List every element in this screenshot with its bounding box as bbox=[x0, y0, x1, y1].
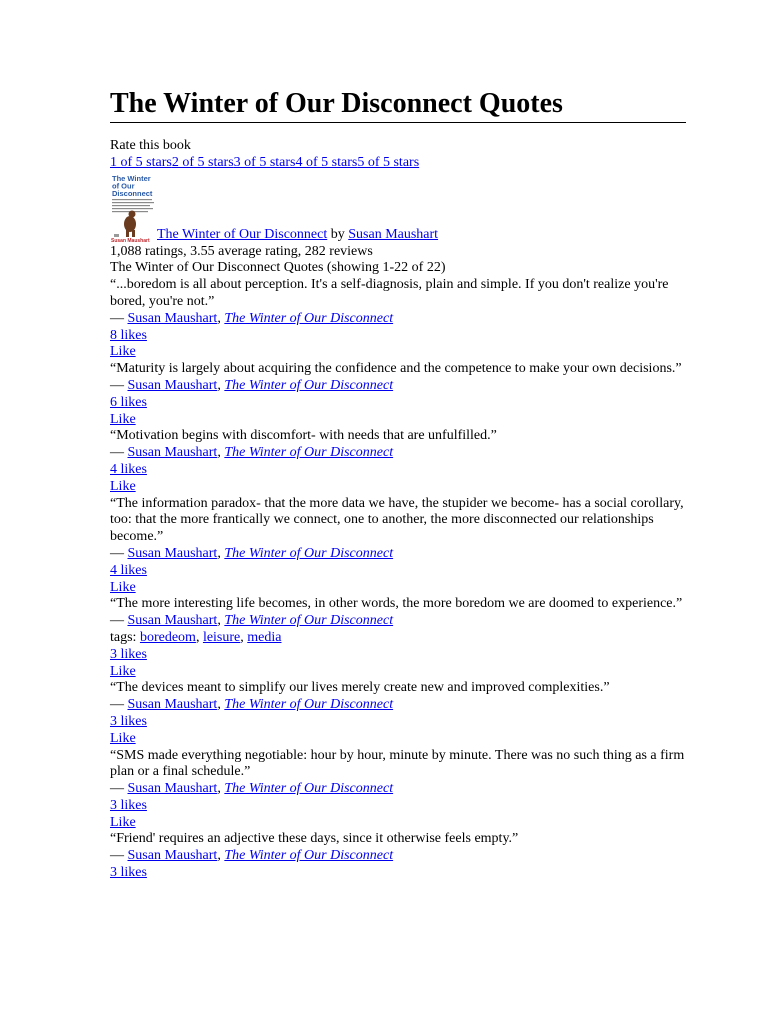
star-5-link[interactable]: 5 of 5 stars bbox=[357, 154, 420, 170]
quote-author-link[interactable]: Susan Maushart bbox=[127, 781, 218, 797]
attribution-comma: , bbox=[217, 613, 221, 629]
book-title-link[interactable]: The Winter of Our Disconnect bbox=[157, 226, 328, 242]
quote-book-link[interactable]: The Winter of Our Disconnect bbox=[224, 781, 394, 797]
like-button[interactable]: Like bbox=[110, 579, 136, 595]
quote-attribution bbox=[110, 311, 686, 328]
cover-figure-head bbox=[129, 210, 136, 217]
likes-count-link[interactable]: 3 likes bbox=[110, 797, 147, 813]
quote-item bbox=[110, 831, 686, 881]
quote-author-link[interactable]: Susan Maushart bbox=[127, 545, 218, 561]
attribution-dash: ― bbox=[110, 613, 124, 629]
quote-book-link[interactable]: The Winter of Our Disconnect bbox=[224, 377, 394, 393]
page bbox=[110, 88, 686, 882]
cover-blurb-line bbox=[112, 205, 150, 206]
quote-item bbox=[110, 496, 686, 597]
cover-figure-leg bbox=[126, 230, 129, 237]
star-2-link[interactable]: 2 of 5 stars bbox=[171, 154, 234, 170]
likes-count-link[interactable]: 4 likes bbox=[110, 461, 147, 477]
cover-blurb-line bbox=[112, 202, 154, 203]
quote-author-link[interactable]: Susan Maushart bbox=[127, 848, 218, 864]
cover-figure-leg bbox=[132, 230, 135, 237]
cover-figure-device bbox=[114, 234, 119, 237]
quote-author-link[interactable]: Susan Maushart bbox=[127, 377, 218, 393]
quote-item bbox=[110, 596, 686, 680]
quote-text: “Motivation begins with discomfort- with needs that are unfulfilled.” bbox=[110, 428, 497, 444]
likes-count-link[interactable]: 4 likes bbox=[110, 562, 147, 578]
quote-item bbox=[110, 748, 686, 832]
quote-author-link[interactable]: Susan Maushart bbox=[127, 697, 218, 713]
attribution-comma: , bbox=[217, 848, 221, 864]
quote-book-link[interactable]: The Winter of Our Disconnect bbox=[224, 848, 394, 864]
quote-text: “SMS made everything negotiable: hour by hour, minute by minute. There was no such thing as a firm plan or a final schedule.” bbox=[110, 747, 685, 780]
cover-figure bbox=[124, 216, 136, 232]
quote-item bbox=[110, 361, 686, 428]
quote-item bbox=[110, 277, 686, 361]
likes-count-link[interactable]: 8 likes bbox=[110, 327, 147, 343]
attribution-dash: ― bbox=[110, 445, 124, 461]
like-button[interactable]: Like bbox=[110, 411, 136, 427]
attribution-dash: ― bbox=[110, 848, 124, 864]
quote-text: “...boredom is all about perception. It's a self-diagnosis, plain and simple. If you don't realize you're bored, you're not.” bbox=[110, 277, 669, 309]
attribution-comma: , bbox=[217, 781, 221, 797]
like-button[interactable]: Like bbox=[110, 814, 136, 830]
attribution-dash: ― bbox=[110, 310, 124, 326]
quote-attribution bbox=[110, 613, 686, 630]
attribution-dash: ― bbox=[110, 545, 124, 561]
quote-text: “Friend' requires an adjective these days, since it otherwise feels empty.” bbox=[110, 831, 519, 847]
star-rating bbox=[110, 155, 686, 172]
quote-text: “The information paradox- that the more data we have, the stupider we become- has a social corollary, too: that the more frantically we connect, one to another, the more disconnected our relationships become.” bbox=[110, 495, 684, 545]
quote-attribution bbox=[110, 697, 686, 714]
cover-blurb-line bbox=[112, 199, 152, 200]
quote-attribution bbox=[110, 445, 686, 462]
quote-attribution bbox=[110, 546, 686, 563]
quote-attribution bbox=[110, 781, 686, 798]
book-cover-image[interactable] bbox=[110, 172, 157, 244]
tag-link-leisure[interactable]: leisure bbox=[202, 629, 241, 645]
cover-title-line-2: of Our bbox=[112, 181, 135, 191]
by-label: by bbox=[330, 226, 345, 242]
like-button[interactable]: Like bbox=[110, 663, 136, 679]
quote-item bbox=[110, 680, 686, 747]
quote-text: “Maturity is largely about acquiring the confidence and the competence to make your own decisions.” bbox=[110, 361, 682, 377]
quote-author-link[interactable]: Susan Maushart bbox=[127, 310, 218, 326]
quote-book-link[interactable]: The Winter of Our Disconnect bbox=[224, 310, 394, 326]
attribution-dash: ― bbox=[110, 377, 124, 393]
cover-title-line-3: Disconnect bbox=[112, 188, 153, 198]
attribution-dash: ― bbox=[110, 781, 124, 797]
quotes-showing-label: The Winter of Our Disconnect Quotes (showing 1-22 of 22) bbox=[110, 260, 446, 276]
quote-book-link[interactable]: The Winter of Our Disconnect bbox=[224, 545, 394, 561]
tags-label: tags: bbox=[110, 629, 137, 645]
book-row bbox=[110, 172, 686, 244]
quote-tags: tags: boredeom, leisure, media bbox=[110, 629, 282, 645]
quote-attribution bbox=[110, 378, 686, 395]
like-button[interactable]: Like bbox=[110, 344, 136, 360]
star-4-link[interactable]: 4 of 5 stars bbox=[295, 154, 358, 170]
likes-count-link[interactable]: 3 likes bbox=[110, 865, 147, 881]
cover-title-line-1: The Winter bbox=[112, 173, 151, 183]
star-1-link[interactable]: 1 of 5 stars bbox=[110, 154, 172, 170]
book-cover-art bbox=[110, 172, 157, 244]
rate-this-book-label: Rate this book bbox=[110, 138, 191, 153]
likes-count-link[interactable]: 6 likes bbox=[110, 394, 147, 410]
tag-link-media[interactable]: media bbox=[247, 629, 282, 645]
star-3-link[interactable]: 3 of 5 stars bbox=[233, 154, 296, 170]
attribution-comma: , bbox=[217, 377, 221, 393]
cover-blurb-line bbox=[112, 208, 153, 209]
page-title: The Winter of Our Disconnect Quotes bbox=[110, 88, 686, 123]
quote-book-link[interactable]: The Winter of Our Disconnect bbox=[224, 445, 394, 461]
likes-count-link[interactable]: 3 likes bbox=[110, 713, 147, 729]
tag-link-boredeom[interactable]: boredeom bbox=[139, 629, 196, 645]
author-link[interactable]: Susan Maushart bbox=[348, 226, 439, 242]
like-button[interactable]: Like bbox=[110, 730, 136, 746]
quote-book-link[interactable]: The Winter of Our Disconnect bbox=[224, 613, 394, 629]
quote-book-link[interactable]: The Winter of Our Disconnect bbox=[224, 697, 394, 713]
quote-text: “The more interesting life becomes, in other words, the more boredom we are doomed to experience.” bbox=[110, 596, 683, 612]
attribution-comma: , bbox=[217, 545, 221, 561]
quote-item bbox=[110, 428, 686, 495]
attribution-comma: , bbox=[217, 697, 221, 713]
quote-author-link[interactable]: Susan Maushart bbox=[127, 613, 218, 629]
book-stats: 1,088 ratings, 3.55 average rating, 282 reviews bbox=[110, 243, 373, 259]
likes-count-link[interactable]: 3 likes bbox=[110, 646, 147, 662]
quote-text: “The devices meant to simplify our lives merely create new and improved complexities.” bbox=[110, 680, 610, 696]
attribution-comma: , bbox=[217, 310, 221, 326]
quote-attribution bbox=[110, 848, 686, 865]
book-title-line bbox=[157, 227, 438, 244]
cover-author: Susan Maushart bbox=[111, 237, 150, 244]
attribution-dash: ― bbox=[110, 697, 124, 713]
like-button[interactable]: Like bbox=[110, 478, 136, 494]
quote-author-link[interactable]: Susan Maushart bbox=[127, 445, 218, 461]
attribution-comma: , bbox=[217, 445, 221, 461]
